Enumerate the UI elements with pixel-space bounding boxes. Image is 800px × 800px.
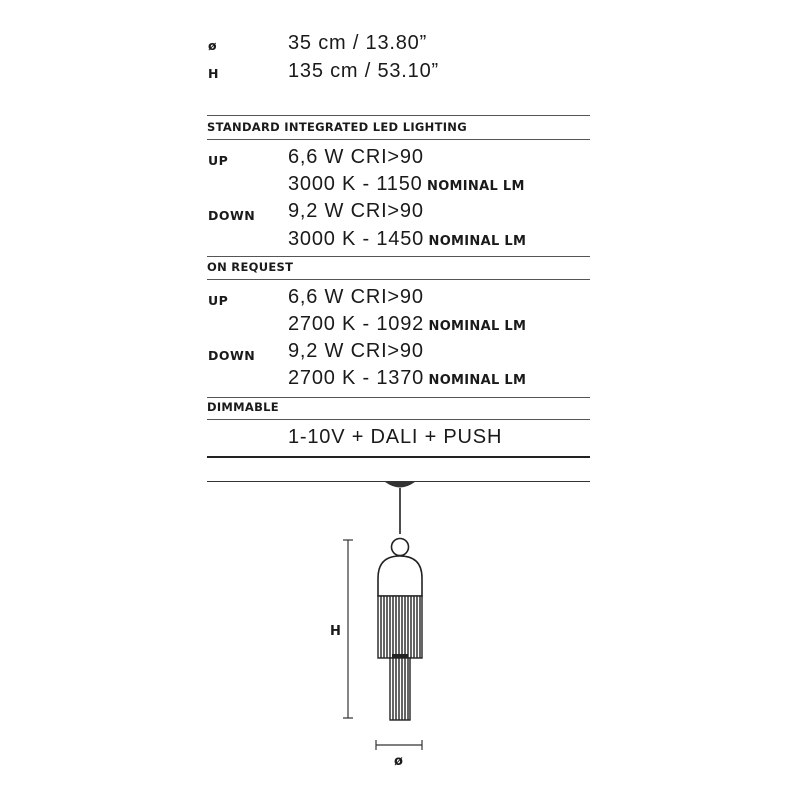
standard-up-lumen: 3000 K - 1150	[288, 173, 423, 195]
standard-up-label: UP	[208, 153, 229, 168]
divider	[207, 279, 590, 280]
diameter-value: 35 cm / 13.80”	[288, 32, 428, 54]
on-request-heading: ON REQUEST	[207, 260, 294, 274]
divider	[207, 115, 590, 116]
standard-heading: STANDARD INTEGRATED LED LIGHTING	[207, 120, 467, 134]
divider	[207, 139, 590, 140]
dimmable-value: 1-10V + DALI + PUSH	[288, 426, 503, 448]
on-request-up-label: UP	[208, 293, 229, 308]
dimmable-heading: DIMMABLE	[207, 400, 279, 414]
drawing-height-label: H	[330, 624, 341, 639]
on-request-up-output	[288, 313, 526, 336]
divider	[207, 419, 590, 420]
diameter-dimension-line	[376, 740, 422, 750]
on-request-down-lumen: 2700 K - 1370	[288, 367, 425, 389]
drawing-diameter-label: ø	[394, 754, 403, 769]
on-request-up-power: 6,6 W CRI>90	[288, 286, 424, 308]
standard-down-lumen: 3000 K - 1450	[288, 228, 425, 250]
diameter-label: ø	[208, 38, 218, 53]
nominal-lm-unit: NOMINAL LM	[428, 234, 527, 249]
upper-tubes	[378, 596, 422, 658]
standard-up-output	[288, 173, 525, 196]
height-label: H	[208, 66, 219, 81]
nominal-lm-unit: NOMINAL LM	[428, 373, 527, 388]
on-request-down-power: 9,2 W CRI>90	[288, 340, 424, 362]
on-request-down-output	[288, 367, 526, 390]
divider	[207, 397, 590, 398]
pendant-lamp-drawing	[300, 478, 500, 800]
sphere-shape	[392, 539, 409, 556]
standard-down-power: 9,2 W CRI>90	[288, 200, 424, 222]
lower-tubes	[390, 658, 410, 720]
dome-shade	[378, 556, 422, 596]
canopy-shape	[386, 482, 414, 487]
on-request-down-label: DOWN	[208, 348, 256, 363]
height-dimension-line	[343, 540, 353, 718]
standard-up-power: 6,6 W CRI>90	[288, 146, 424, 168]
section-end-rule	[207, 456, 590, 458]
nominal-lm-unit: NOMINAL LM	[427, 179, 525, 194]
nominal-lm-unit: NOMINAL LM	[428, 319, 527, 334]
height-value: 135 cm / 53.10”	[288, 60, 439, 82]
on-request-up-lumen: 2700 K - 1092	[288, 313, 425, 335]
standard-down-label: DOWN	[208, 208, 256, 223]
standard-down-output	[288, 228, 526, 251]
divider	[207, 256, 590, 257]
